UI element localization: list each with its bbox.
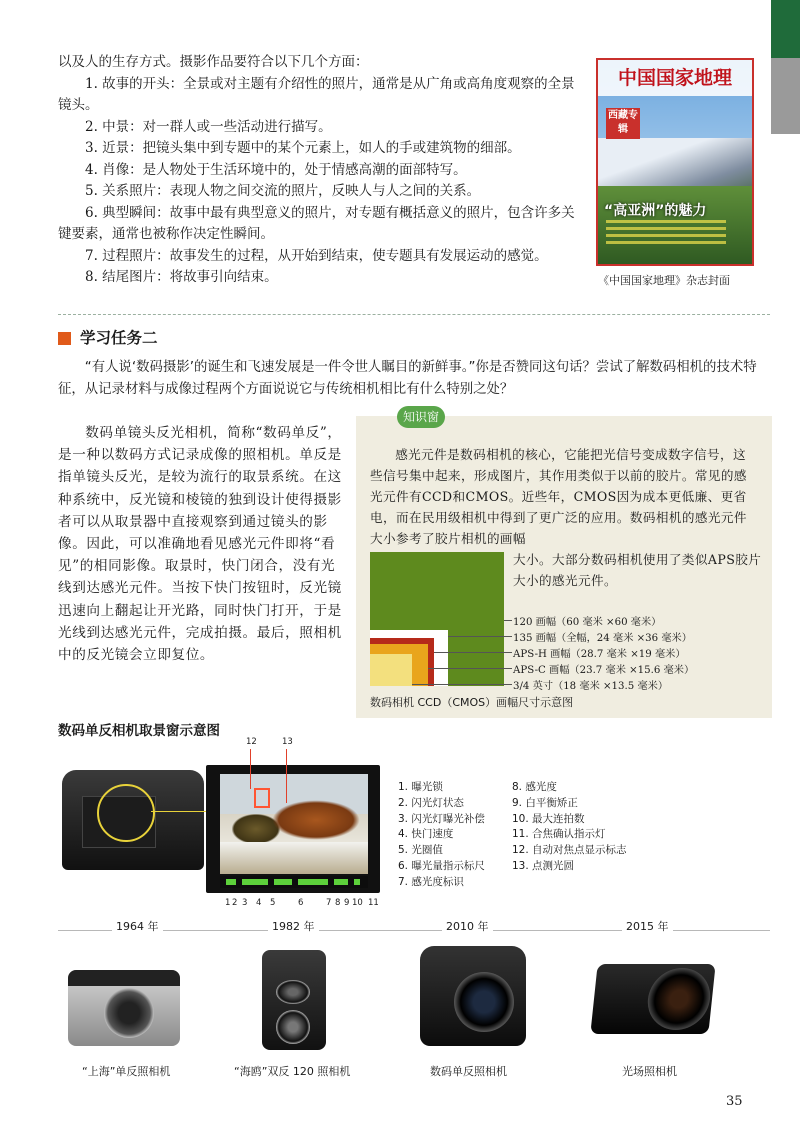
legend-item: 5. 光圈值 xyxy=(398,844,443,857)
vf-number: 3 xyxy=(242,898,248,908)
sensor-label: 3/4 英寸（18 毫米 ×13.5 毫米） xyxy=(513,681,669,692)
intro-line: 以及人的生存方式。摄影作品要符合以下几个方面： xyxy=(58,54,369,70)
viewfinder-info-bar xyxy=(220,876,368,888)
legend-item: 11. 合焦确认指示灯 xyxy=(512,828,606,841)
task-description xyxy=(58,357,772,401)
legend-item: 12. 自动对焦点显示标志 xyxy=(512,844,627,857)
camera-caption: “上海”单反照相机 xyxy=(82,1065,171,1078)
knowledge-text xyxy=(370,444,758,549)
section-tab-gray xyxy=(771,58,800,134)
task-title: 学习任务二 xyxy=(80,329,158,347)
leader-line xyxy=(250,749,251,789)
legend-item: 6. 曝光量指示标尺 xyxy=(398,859,485,872)
dslr-explanation xyxy=(58,422,348,666)
vf-number: 12 xyxy=(246,737,257,747)
camera-caption: 光场照相机 xyxy=(622,1065,677,1078)
cover-masthead: 中国国家地理 xyxy=(598,60,752,96)
cover-headline: “高亚洲”的魅力 xyxy=(604,203,707,219)
legend-item: 2. 闪光灯状态 xyxy=(398,796,464,809)
knowledge-badge: 知识窗 xyxy=(397,406,445,428)
vf-number: 13 xyxy=(282,737,293,747)
legend-item: 3. 闪光灯曝光补偿 xyxy=(398,812,485,825)
magazine-cover-image xyxy=(596,58,754,266)
cover-tag: 西藏专辑 xyxy=(606,108,640,139)
camera-caption: “海鸥”双反 120 照相机 xyxy=(234,1065,351,1078)
intro-item: 2. 中景：对一群人或一些活动进行描写。 xyxy=(85,118,332,135)
dslr-explanation-text: 数码单镜头反光相机，简称“数码单反”，是一种以数码方式记录成像的照相机。单反是指单镜头反光，是较为流行的取景系统。在这种系统中，反光镜和棱镜的独到设计使得摄影者可以从取景器中直接观察到通过镜头的影像。因此，可以准确地看见感光元件即将“看见”的相同影像。取景时，快门闭合，没有光线到达感光元件。当按下快门按钮时，反光镜迅速向上翻起让开光路，同时快门打开，于是光线到达感光元件，完成拍摄。最后，照相机中的反光镜会立即复位。 xyxy=(58,425,342,664)
legend-item: 13. 点测光圆 xyxy=(512,859,575,872)
intro-item: 1. 故事的开头：全景或对主题有介绍性的照片，通常是从广角或高角度观察的全景镜头。 xyxy=(58,75,575,113)
leader-line xyxy=(434,652,512,653)
section-tab-green xyxy=(771,0,800,58)
intro-text xyxy=(58,52,584,289)
knowledge-text-2: 大小。大部分数码相机使用了类似APS胶片大小的感光元件。 xyxy=(513,552,762,588)
timeline-year: 2015 年 xyxy=(622,918,673,934)
legend-item: 8. 感光度 xyxy=(512,781,557,793)
vf-number: 8 xyxy=(335,898,341,908)
intro-item: 4. 肖像：是人物处于生活环境中的，处于情感高潮的面部特写。 xyxy=(85,161,467,178)
legend-item: 4. 快门速度 xyxy=(398,828,454,841)
vf-number: 11 xyxy=(368,898,379,908)
seagull-camera-image xyxy=(262,950,326,1050)
sensor-diagram-caption: 数码相机 CCD（CMOS）画幅尺寸示意图 xyxy=(370,696,574,709)
sensor-label: APS-H 画幅（28.7 毫米 ×19 毫米） xyxy=(513,649,686,660)
leader-line xyxy=(412,684,512,685)
leader-line xyxy=(286,749,287,803)
sensor-34-rect xyxy=(370,654,412,686)
legend-item: 1. 曝光锁 xyxy=(398,781,443,793)
vf-number: 7 xyxy=(326,898,332,908)
light-field-camera-image xyxy=(590,964,715,1034)
dslr-camera-image xyxy=(420,946,526,1046)
leader-line xyxy=(448,636,512,637)
af-point-icon xyxy=(254,788,270,808)
intro-item: 3. 近景：把镜头集中到专题中的某个元素上，如人的手或建筑物的细部。 xyxy=(85,140,521,156)
legend-item: 9. 白平衡矫正 xyxy=(512,796,578,809)
vf-number: 1 xyxy=(225,898,231,908)
vf-number: 9 xyxy=(344,898,350,908)
intro-item: 6. 典型瞬间：故事中最有典型意义的照片，对专题有概括意义的照片，包含许多关键要素，通常也被称作决定性瞬间。 xyxy=(58,204,575,242)
camera-caption: 数码单反照相机 xyxy=(430,1065,507,1078)
vf-number: 6 xyxy=(298,898,304,908)
intro-item: 8. 结尾图片：将故事引向结束。 xyxy=(85,269,278,285)
page-number: 35 xyxy=(726,1094,743,1109)
legend-item: 10. 最大连拍数 xyxy=(512,812,585,825)
section-divider xyxy=(58,314,770,315)
timeline-year: 1964 年 xyxy=(112,918,163,934)
timeline-year: 2010 年 xyxy=(442,918,493,934)
sensor-label: 135 画幅（全幅，24 毫米 ×36 毫米） xyxy=(513,633,692,644)
viewfinder-legend-1 xyxy=(398,780,485,891)
timeline-year: 1982 年 xyxy=(268,918,319,934)
knowledge-text-cont xyxy=(513,549,763,591)
shanghai-camera-image xyxy=(68,970,180,1046)
viewfinder-photo xyxy=(220,774,368,874)
task-description-text: “有人说‘数码摄影’的诞生和飞速发展是一件令世人瞩目的新鲜事。”你是否赞同这句话？尝试了解数码相机的技术特征，从记录材料与成像过程两个方面说说它与传统相机相比有什么特别之处？ xyxy=(58,360,757,397)
leader-line xyxy=(428,668,512,669)
intro-item: 5. 关系照片：表现人物之间交流的照片，反映人与人之间的关系。 xyxy=(85,183,481,199)
legend-item: 7. 感光度标识 xyxy=(398,875,464,888)
viewfinder-legend-2 xyxy=(512,780,627,875)
intro-item: 7. 过程照片：故事发生的过程，从开始到结束，使专题具有发展运动的感觉。 xyxy=(85,247,548,264)
sensor-label: 120 画幅（60 毫米 ×60 毫米） xyxy=(513,617,662,628)
vf-number: 5 xyxy=(270,898,276,908)
viewfinder-highlight-circle xyxy=(97,784,155,842)
vf-number: 10 xyxy=(352,898,363,908)
knowledge-text-1: 感光元件是数码相机的核心，它能把光信号变成数字信号，这些信号集中起来，形成图片，其作用类似于以前的胶片。常见的感光元件有CCD和CMOS。近些年，CMOS因为成本更低廉、更省电，而在民用级相机中得到了更广泛的应用。数码相机的感光元件大小参考了胶片相机的画幅 xyxy=(370,447,747,546)
cover-caption: 《中国国家地理》杂志封面 xyxy=(598,274,730,287)
leader-line xyxy=(504,620,512,621)
vf-number: 2 xyxy=(232,898,238,908)
viewfinder-title: 数码单反相机取景窗示意图 xyxy=(58,723,220,739)
vf-number: 4 xyxy=(256,898,262,908)
task-marker-icon xyxy=(58,332,71,345)
sensor-label: APS-C 画幅（23.7 毫米 ×15.6 毫米） xyxy=(513,665,695,676)
